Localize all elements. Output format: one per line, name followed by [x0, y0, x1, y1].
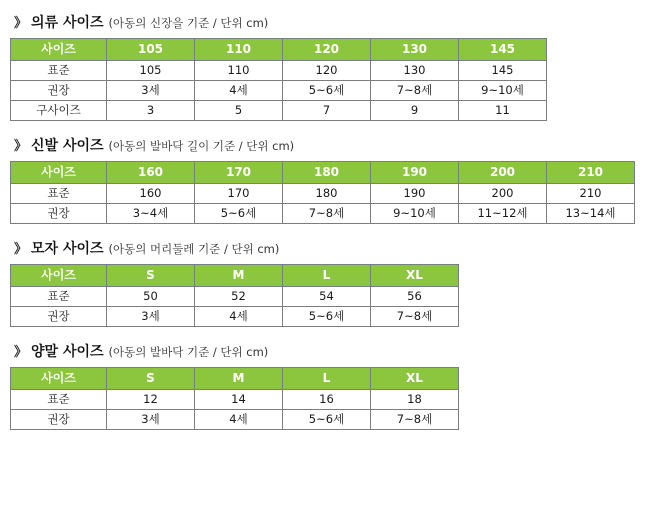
table-cell: 120 [283, 61, 371, 81]
row-label: 권장 [11, 307, 107, 327]
section-name: 모자 사이즈 [31, 241, 104, 257]
table-cell: 4세 [195, 410, 283, 430]
section-note: (아동의 머리둘레 기준 / 단위 cm) [108, 242, 280, 256]
table-cell: 145 [459, 61, 547, 81]
column-header: S [107, 265, 195, 287]
column-header: M [195, 368, 283, 390]
section-title-shoes [14, 135, 658, 155]
table-hat [10, 264, 459, 327]
column-header: XL [371, 368, 459, 390]
column-header: 190 [371, 162, 459, 184]
table-cell: 16 [283, 390, 371, 410]
table-cell: 130 [371, 61, 459, 81]
table-cell: 14 [195, 390, 283, 410]
table-cell: 110 [195, 61, 283, 81]
section-name: 신발 사이즈 [31, 138, 104, 154]
table-row [11, 410, 459, 430]
table-clothes [10, 38, 547, 121]
column-header: 사이즈 [11, 39, 107, 61]
table-row [11, 287, 459, 307]
column-header: L [283, 265, 371, 287]
section-socks [10, 341, 658, 430]
column-header: 130 [371, 39, 459, 61]
column-header: 145 [459, 39, 547, 61]
table-cell: 9 [371, 101, 459, 121]
section-shoes [10, 135, 658, 224]
table-cell: 180 [283, 184, 371, 204]
section-note: (아동의 발바닥 길이 기준 / 단위 cm) [108, 139, 295, 153]
column-header: 120 [283, 39, 371, 61]
chevron-right-icon: 》 [14, 345, 27, 360]
table-cell: 7~8세 [371, 410, 459, 430]
table-cell: 50 [107, 287, 195, 307]
section-clothes [10, 12, 658, 121]
table-row [11, 184, 635, 204]
section-title-hat [14, 238, 658, 258]
column-header: 사이즈 [11, 368, 107, 390]
row-label: 표준 [11, 61, 107, 81]
table-header-row [11, 162, 635, 184]
column-header: L [283, 368, 371, 390]
column-header: 210 [547, 162, 635, 184]
table-cell: 5 [195, 101, 283, 121]
column-header: XL [371, 265, 459, 287]
table-cell: 105 [107, 61, 195, 81]
column-header: 사이즈 [11, 265, 107, 287]
table-cell: 3세 [107, 410, 195, 430]
column-header: M [195, 265, 283, 287]
section-title-socks [14, 341, 658, 361]
row-label: 표준 [11, 184, 107, 204]
row-label: 권장 [11, 81, 107, 101]
table-cell: 210 [547, 184, 635, 204]
table-row [11, 307, 459, 327]
table-cell: 5~6세 [283, 81, 371, 101]
section-name: 의류 사이즈 [31, 15, 104, 31]
table-cell: 11~12세 [459, 204, 547, 224]
table-cell: 13~14세 [547, 204, 635, 224]
table-cell: 4세 [195, 307, 283, 327]
row-label: 표준 [11, 287, 107, 307]
table-cell: 4세 [195, 81, 283, 101]
table-row [11, 204, 635, 224]
table-row [11, 390, 459, 410]
chevron-right-icon: 》 [14, 139, 27, 154]
table-cell: 5~6세 [195, 204, 283, 224]
section-note: (아동의 신장을 기준 / 단위 cm) [108, 16, 269, 30]
section-note: (아동의 발바닥 기준 / 단위 cm) [108, 345, 269, 359]
table-header-row [11, 265, 459, 287]
table-cell: 12 [107, 390, 195, 410]
table-shoes [10, 161, 635, 224]
column-header: 200 [459, 162, 547, 184]
chevron-right-icon: 》 [14, 242, 27, 257]
table-cell: 7~8세 [371, 307, 459, 327]
row-label: 구사이즈 [11, 101, 107, 121]
table-cell: 9~10세 [371, 204, 459, 224]
table-row [11, 61, 547, 81]
table-cell: 5~6세 [283, 307, 371, 327]
row-label: 표준 [11, 390, 107, 410]
column-header: 160 [107, 162, 195, 184]
table-socks [10, 367, 459, 430]
table-cell: 18 [371, 390, 459, 410]
table-cell: 200 [459, 184, 547, 204]
section-hat [10, 238, 658, 327]
table-cell: 9~10세 [459, 81, 547, 101]
table-cell: 3세 [107, 307, 195, 327]
table-cell: 3~4세 [107, 204, 195, 224]
table-cell: 7~8세 [283, 204, 371, 224]
column-header: 180 [283, 162, 371, 184]
table-cell: 170 [195, 184, 283, 204]
chevron-right-icon: 》 [14, 16, 27, 31]
table-cell: 7~8세 [371, 81, 459, 101]
table-cell: 56 [371, 287, 459, 307]
table-header-row [11, 39, 547, 61]
section-title-clothes [14, 12, 658, 32]
table-cell: 160 [107, 184, 195, 204]
row-label: 권장 [11, 410, 107, 430]
table-cell: 3세 [107, 81, 195, 101]
column-header: 사이즈 [11, 162, 107, 184]
table-cell: 54 [283, 287, 371, 307]
table-cell: 11 [459, 101, 547, 121]
column-header: 170 [195, 162, 283, 184]
section-name: 양말 사이즈 [31, 344, 104, 360]
table-cell: 52 [195, 287, 283, 307]
column-header: 110 [195, 39, 283, 61]
table-cell: 7 [283, 101, 371, 121]
table-row [11, 81, 547, 101]
table-cell: 3 [107, 101, 195, 121]
row-label: 권장 [11, 204, 107, 224]
table-row [11, 101, 547, 121]
table-header-row [11, 368, 459, 390]
table-cell: 5~6세 [283, 410, 371, 430]
column-header: 105 [107, 39, 195, 61]
column-header: S [107, 368, 195, 390]
table-cell: 190 [371, 184, 459, 204]
